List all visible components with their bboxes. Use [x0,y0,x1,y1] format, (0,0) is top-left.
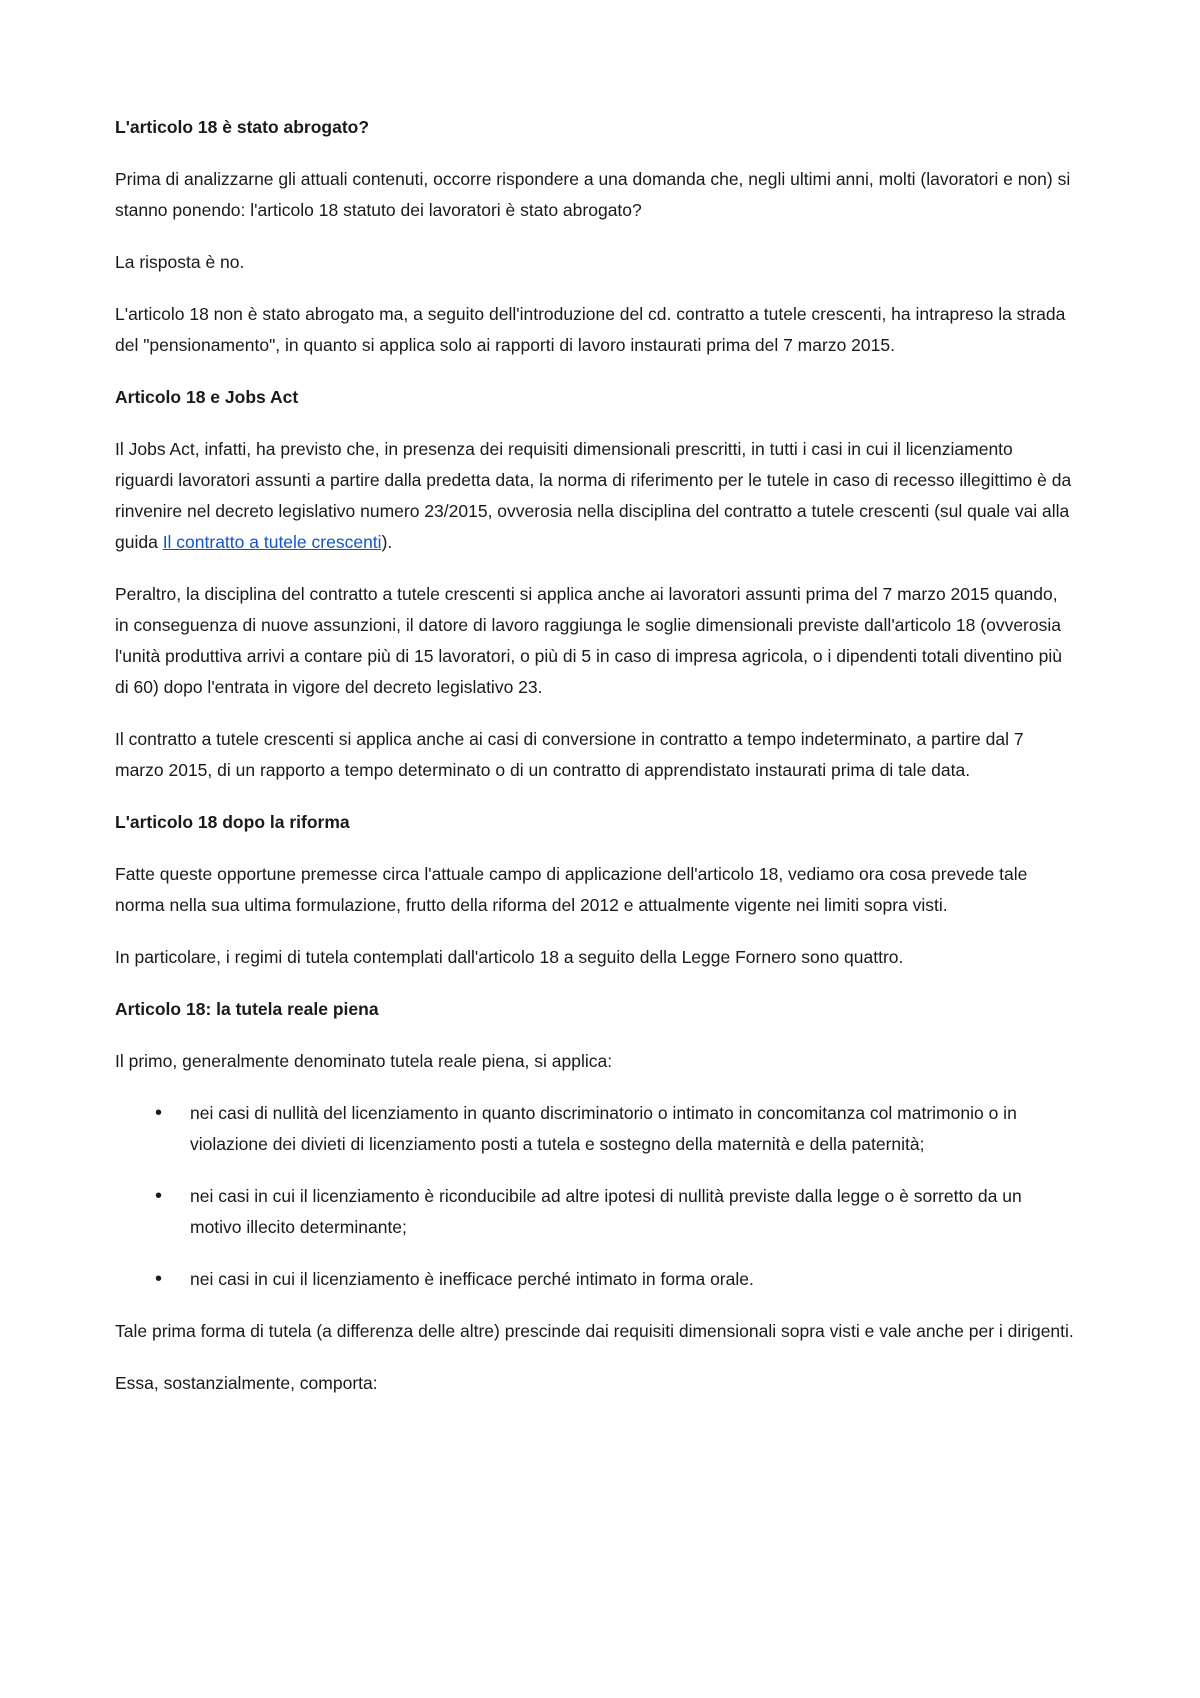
paragraph-intro-question: Prima di analizzarne gli attuali contenuti, occorre rispondere a una domanda che, negli ultimi anni, molti (lavoratori e non) si stanno ponendo: l'articolo 18 statuto dei lavoratori è stato abrogato? [115,169,1071,220]
heading-tutela-reale-piena: Articolo 18: la tutela reale piena [115,999,379,1019]
list-item-text: nei casi in cui il licenziamento è inefficace perché intimato in forma orale. [190,1269,754,1289]
bullet-icon: • [155,1268,163,1290]
document-page [115,112,1075,1420]
bullet-icon: • [155,1185,163,1207]
list-item-text: nei casi in cui il licenziamento è riconducibile ad altre ipotesi di nullità previste dalla legge o è sorretto da un motivo illecito determinante; [190,1186,1022,1237]
paragraph-jobs-act [115,434,1075,558]
heading-after-reform: L'articolo 18 dopo la riforma [115,812,350,832]
paragraph-tale-prima-forma: Tale prima forma di tutela (a differenza delle altre) prescinde dai requisiti dimensionali sopra visti e vale anche per i dirigenti. [115,1321,1074,1341]
paragraph-jobs-act-text: Il Jobs Act, infatti, ha previsto che, in presenza dei requisiti dimensionali prescritti, in tutti i casi in cui il licenziamento riguardi lavoratori assunti a partire dalla predetta data, la norma di riferimento per le tutele in caso di recesso illegittimo è da rinvenire nel decreto legislativo numero 23/2015, ovverosia nella disciplina del contratto a tutele crescenti (sul quale vai alla guida [115,439,1072,552]
list-item [115,1264,1075,1295]
paragraph-comporta: Essa, sostanzialmente, comporta: [115,1373,378,1393]
paragraph-premesse: Fatte queste opportune premesse circa l'attuale campo di applicazione dell'articolo 18, vediamo ora cosa prevede tale norma nella sua ultima formulazione, frutto della riforma del 2012 e attualmente vigente nei limiti sopra visti. [115,864,1028,915]
bullet-icon: • [155,1102,163,1124]
list-item [115,1181,1075,1243]
link-contratto-tutele-crescenti[interactable]: Il contratto a tutele crescenti [162,532,382,552]
heading-jobs-act: Articolo 18 e Jobs Act [115,387,299,407]
paragraph-primo: Il primo, generalmente denominato tutela reale piena, si applica: [115,1051,613,1071]
paragraph-answer: La risposta è no. [115,252,245,272]
paragraph-not-abrogated: L'articolo 18 non è stato abrogato ma, a seguito dell'introduzione del cd. contratto a tutele crescenti, ha intrapreso la strada del "pensionamento", in quanto si applica solo ai rapporti di lavoro instaurati prima del 7 marzo 2015. [115,304,1066,355]
paragraph-jobs-act-end: ). [381,532,393,552]
list-item-text: nei casi di nullità del licenziamento in quanto discriminatorio o intimato in concomitanza col matrimonio o in violazione dei divieti di licenziamento posti a tutela e sostegno della maternità e della paternità; [190,1103,1017,1154]
paragraph-regimi: In particolare, i regimi di tutela contemplati dall'articolo 18 a seguito della Legge Fornero sono quattro. [115,947,904,967]
bullet-list-cases [115,1098,1075,1295]
paragraph-peraltro: Peraltro, la disciplina del contratto a tutele crescenti si applica anche ai lavoratori assunti prima del 7 marzo 2015 quando, in conseguenza di nuove assunzioni, il datore di lavoro raggiunga le soglie dimensionali previste dall'articolo 18 (ovverosia l'unità produttiva arrivi a contare più di 15 lavoratori, o più di 5 in caso di impresa agricola, o i dipendenti totali diventino più di 60) dopo l'entrata in vigore del decreto legislativo 23. [115,584,1062,697]
list-item [115,1098,1075,1160]
paragraph-conversione: Il contratto a tutele crescenti si applica anche ai casi di conversione in contratto a tempo indeterminato, a partire dal 7 marzo 2015, di un rapporto a tempo determinato o di un contratto di apprendistato instaurati prima di tale data. [115,729,1024,780]
heading-article-18-abrogated: L'articolo 18 è stato abrogato? [115,117,370,137]
